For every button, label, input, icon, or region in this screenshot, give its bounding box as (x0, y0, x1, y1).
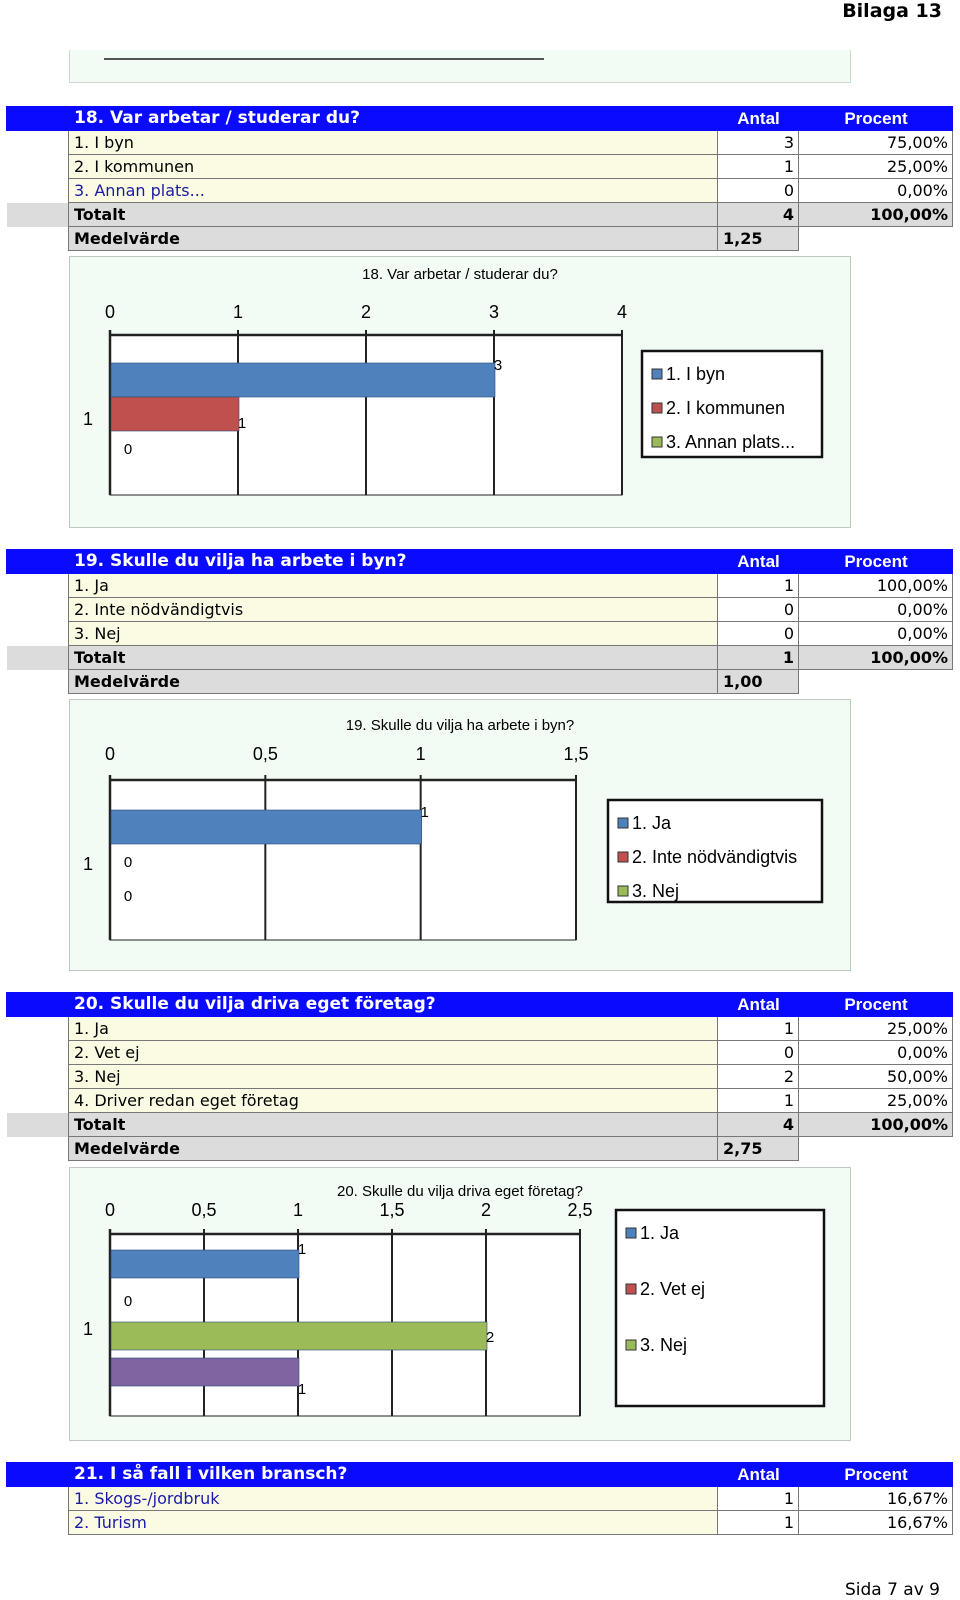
option-label: 2. Vet ej (69, 1041, 718, 1065)
option-count: 1 (718, 1017, 799, 1041)
row-lead-cell (7, 574, 69, 598)
mean-label: Medelvärde (69, 670, 718, 694)
page-header: Bilaga 13 (842, 0, 942, 22)
question-title: 20. Skulle du vilja driva eget företag? (69, 993, 718, 1017)
table-row (7, 574, 953, 598)
option-label: 1. I byn (69, 131, 718, 155)
chart-title: 19. Skulle du vilja ha arbete i byn? (345, 717, 575, 734)
data-label: 1 (237, 415, 247, 432)
row-lead-cell (7, 1089, 69, 1113)
chart-question-19 (69, 699, 851, 971)
x-tick-label: 1 (292, 1200, 304, 1220)
title-lead-cell (7, 993, 69, 1017)
legend-swatch (652, 369, 662, 379)
column-header-percent: Procent (799, 107, 953, 131)
option-percent: 0,00% (799, 598, 953, 622)
legend-entry: 2. I kommunen (666, 398, 786, 418)
row-lead-cell (7, 598, 69, 622)
option-count: 1 (718, 574, 799, 598)
row-lead-cell (7, 1487, 69, 1511)
question-title: 21. I så fall i vilken bransch? (69, 1463, 718, 1487)
total-label: Totalt (69, 646, 718, 670)
option-count: 1 (718, 1487, 799, 1511)
chart-title: 20. Skulle du vilja driva eget företag? (337, 1183, 583, 1200)
total-label: Totalt (69, 203, 718, 227)
data-label: 0 (123, 854, 133, 871)
option-percent: 0,00% (799, 1041, 953, 1065)
plot-area (110, 780, 576, 940)
option-count: 0 (718, 622, 799, 646)
option-label: 3. Nej (69, 1065, 718, 1089)
x-tick-label: 2 (480, 1200, 492, 1220)
bar (111, 1358, 299, 1386)
option-label: 1. Skogs-/jordbruk (69, 1487, 718, 1511)
chart-19-svg (70, 700, 850, 970)
legend-swatch (618, 886, 628, 896)
option-count: 2 (718, 1065, 799, 1089)
total-count: 4 (718, 203, 799, 227)
option-percent: 25,00% (799, 1017, 953, 1041)
option-percent: 16,67% (799, 1487, 953, 1511)
table-row (7, 1511, 953, 1535)
mean-blank-cell (799, 670, 953, 694)
total-count: 4 (718, 1113, 799, 1137)
legend-entry: 2. Vet ej (640, 1279, 706, 1299)
x-tick-label: 1,5 (379, 1200, 405, 1220)
category-label: 1 (82, 409, 94, 429)
option-count: 3 (718, 131, 799, 155)
question-19-table (6, 549, 953, 694)
column-header-percent: Procent (799, 550, 953, 574)
mean-blank-cell (799, 1137, 953, 1161)
option-percent: 25,00% (799, 155, 953, 179)
option-percent: 0,00% (799, 622, 953, 646)
question-title: 18. Var arbetar / studerar du? (69, 107, 718, 131)
table-row (7, 1041, 953, 1065)
mean-blank-cell (799, 227, 953, 251)
total-row (7, 646, 953, 670)
option-label: 4. Driver redan eget företag (69, 1089, 718, 1113)
mean-row (7, 670, 953, 694)
column-header-count: Antal (718, 550, 799, 574)
x-tick-label: 0,5 (252, 744, 278, 764)
legend-swatch (626, 1340, 636, 1350)
column-header-percent: Procent (799, 1463, 953, 1487)
legend-swatch (652, 437, 662, 447)
row-lead-cell (7, 622, 69, 646)
option-percent: 100,00% (799, 574, 953, 598)
option-count: 1 (718, 1089, 799, 1113)
title-lead-cell (7, 1463, 69, 1487)
mean-value: 2,75 (718, 1137, 799, 1161)
data-label: 0 (123, 888, 133, 905)
x-tick-label: 3 (488, 302, 500, 322)
x-tick-label: 1,5 (563, 744, 589, 764)
total-count: 1 (718, 646, 799, 670)
x-tick-label: 2,5 (567, 1200, 593, 1220)
table-row (7, 1065, 953, 1089)
table-row (7, 1487, 953, 1511)
bar (111, 810, 422, 844)
legend-entry: 1. I byn (666, 364, 726, 384)
category-label: 1 (82, 1319, 94, 1339)
column-header-percent: Procent (799, 993, 953, 1017)
question-title-row (7, 993, 953, 1017)
category-label: 1 (82, 854, 94, 874)
option-percent: 16,67% (799, 1511, 953, 1535)
data-label: 0 (123, 1293, 133, 1310)
data-label: 0 (123, 441, 133, 458)
question-title: 19. Skulle du vilja ha arbete i byn? (69, 550, 718, 574)
table-row (7, 1089, 953, 1113)
table-row (7, 622, 953, 646)
mean-row (7, 227, 953, 251)
table-row (7, 1017, 953, 1041)
chart-title: 18. Var arbetar / studerar du? (362, 266, 558, 283)
chart-question-18 (69, 256, 851, 528)
column-header-count: Antal (718, 107, 799, 131)
option-count: 0 (718, 179, 799, 203)
bar (111, 1250, 299, 1278)
x-tick-label: 0,5 (191, 1200, 217, 1220)
table-row (7, 598, 953, 622)
row-lead-cell (7, 1511, 69, 1535)
chart-20-svg (70, 1168, 850, 1440)
row-lead-cell (7, 1041, 69, 1065)
data-label: 2 (485, 1329, 495, 1346)
table-row (7, 179, 953, 203)
option-label: 3. Annan plats... (69, 179, 718, 203)
question-title-row (7, 107, 953, 131)
title-lead-cell (7, 550, 69, 574)
x-tick-label: 0 (104, 302, 116, 322)
legend-entry: 3. Nej (632, 881, 680, 901)
legend-entry: 1. Ja (632, 813, 672, 833)
x-tick-label: 1 (415, 744, 426, 764)
x-tick-label: 4 (616, 302, 628, 322)
legend-entry: 1. Ja (640, 1223, 680, 1243)
data-label: 1 (297, 1241, 307, 1258)
option-label: 2. Turism (69, 1511, 718, 1535)
option-label: 2. Inte nödvändigtvis (69, 598, 718, 622)
total-percent: 100,00% (799, 1113, 953, 1137)
bar (111, 363, 495, 397)
option-percent: 75,00% (799, 131, 953, 155)
total-label: Totalt (69, 1113, 718, 1137)
option-count: 1 (718, 1511, 799, 1535)
question-title-row (7, 550, 953, 574)
total-percent: 100,00% (799, 203, 953, 227)
data-label: 1 (297, 1381, 307, 1398)
previous-chart-remnant (69, 50, 851, 83)
row-lead-cell (7, 203, 69, 227)
option-label: 1. Ja (69, 1017, 718, 1041)
mean-label: Medelvärde (69, 1137, 718, 1161)
x-tick-label: 0 (104, 1200, 116, 1220)
total-row (7, 203, 953, 227)
chart-18-svg (70, 257, 850, 527)
column-header-count: Antal (718, 1463, 799, 1487)
legend-entry: 2. Inte nödvändigtvis (632, 847, 798, 867)
row-lead-cell (7, 670, 69, 694)
option-percent: 25,00% (799, 1089, 953, 1113)
chart-question-20 (69, 1167, 851, 1441)
option-label: 2. I kommunen (69, 155, 718, 179)
title-lead-cell (7, 107, 69, 131)
option-percent: 50,00% (799, 1065, 953, 1089)
previous-chart-axis (104, 58, 544, 60)
option-label: 3. Nej (69, 622, 718, 646)
option-label: 1. Ja (69, 574, 718, 598)
option-count: 0 (718, 598, 799, 622)
question-18-table (6, 106, 953, 251)
question-21-table (6, 1462, 953, 1535)
total-percent: 100,00% (799, 646, 953, 670)
x-tick-label: 1 (232, 302, 244, 322)
row-lead-cell (7, 1113, 69, 1137)
row-lead-cell (7, 1065, 69, 1089)
row-lead-cell (7, 1137, 69, 1161)
table-row (7, 131, 953, 155)
data-label: 3 (493, 357, 503, 374)
page-footer: Sida 7 av 9 (844, 1580, 940, 1600)
option-percent: 0,00% (799, 179, 953, 203)
data-label: 1 (420, 804, 429, 821)
row-lead-cell (7, 179, 69, 203)
row-lead-cell (7, 155, 69, 179)
x-tick-label: 2 (360, 302, 372, 322)
mean-value: 1,25 (718, 227, 799, 251)
mean-label: Medelvärde (69, 227, 718, 251)
bar (111, 1322, 487, 1350)
question-20-table (6, 992, 953, 1161)
row-lead-cell (7, 646, 69, 670)
legend-entry: 3. Annan plats... (666, 432, 796, 452)
mean-row (7, 1137, 953, 1161)
mean-value: 1,00 (718, 670, 799, 694)
legend-swatch (626, 1228, 636, 1238)
question-title-row (7, 1463, 953, 1487)
option-count: 0 (718, 1041, 799, 1065)
row-lead-cell (7, 1017, 69, 1041)
legend-swatch (618, 852, 628, 862)
legend-swatch (618, 818, 628, 828)
row-lead-cell (7, 227, 69, 251)
table-row (7, 155, 953, 179)
bar (111, 397, 239, 431)
column-header-count: Antal (718, 993, 799, 1017)
legend-swatch (626, 1284, 636, 1294)
option-count: 1 (718, 155, 799, 179)
row-lead-cell (7, 131, 69, 155)
x-tick-label: 0 (104, 744, 116, 764)
total-row (7, 1113, 953, 1137)
legend-entry: 3. Nej (640, 1335, 688, 1355)
legend-swatch (652, 403, 662, 413)
